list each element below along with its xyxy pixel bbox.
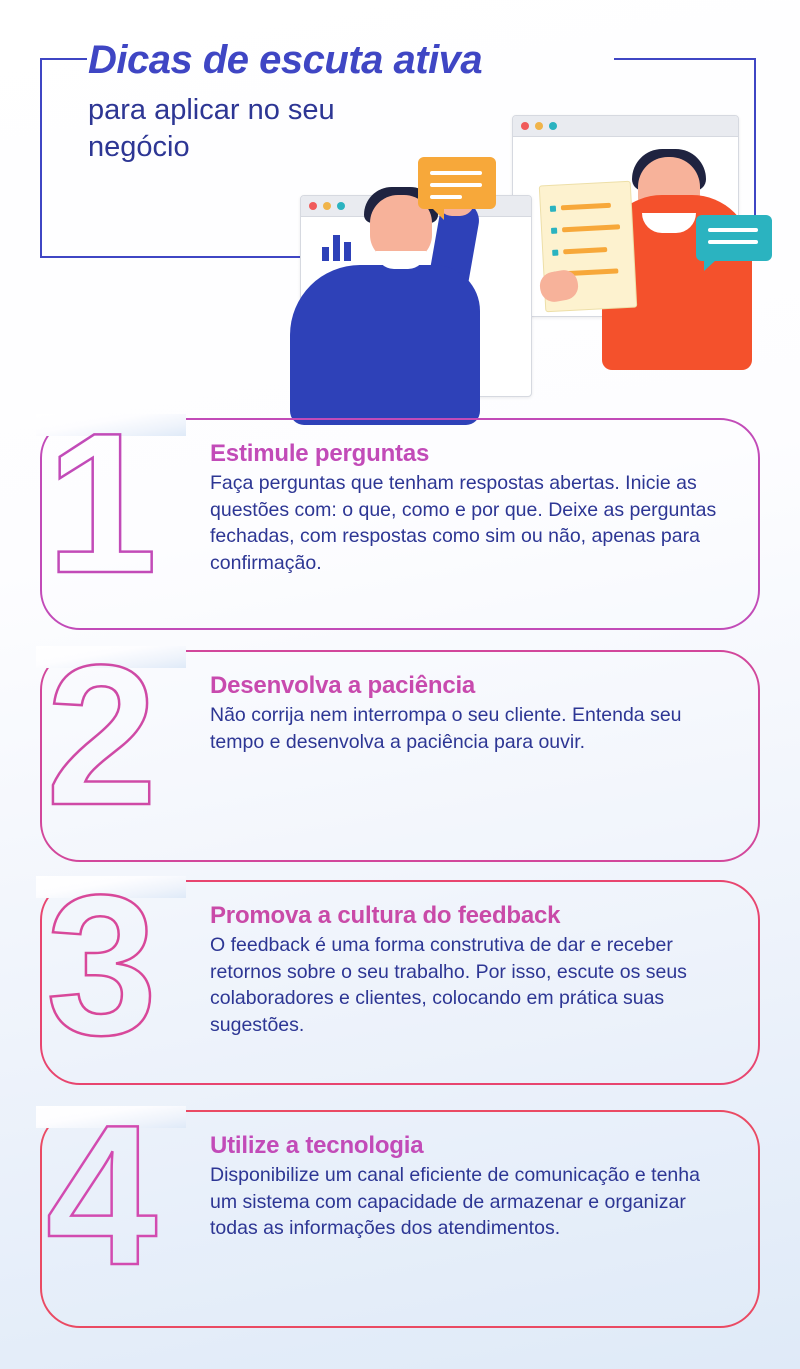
checklist-bullet-icon — [552, 250, 558, 256]
speech-bubble-teal-icon — [696, 215, 772, 261]
tip-content — [210, 440, 730, 576]
checklist-line — [561, 203, 611, 211]
tip-text: Faça perguntas que tenham respostas abertas. Inicie as questões com: o que, como e por que. Deixe as perguntas fechadas, com respostas como sim ou não, apenas para confirmação. — [210, 472, 717, 574]
page-title: Dicas de escuta ativa — [88, 38, 483, 82]
minimize-dot-icon — [535, 122, 543, 130]
tip-text: Disponibilize um canal eficiente de comunicação e tenha um sistema com capacidade de armazenar e organizar todas as informações dos atendimentos. — [210, 1164, 700, 1240]
tip-content — [210, 902, 730, 1038]
bubble-line — [430, 195, 462, 199]
speech-bubble-yellow-icon — [418, 157, 496, 209]
tip-title: Desenvolva a paciência — [210, 672, 476, 699]
tip-text: Não corrija nem interrompa o seu cliente. Entenda seu tempo e desenvolva a paciência para ouvir. — [210, 704, 682, 753]
chart-bar — [344, 242, 351, 261]
chart-bar — [322, 247, 329, 261]
checklist-line — [563, 247, 607, 254]
tip-title: Estimule perguntas — [210, 440, 430, 467]
bar-chart-icon — [322, 233, 356, 261]
tip-title: Utilize a tecnologia — [210, 1132, 424, 1159]
tip-card-1 — [40, 392, 760, 630]
bubble-line — [430, 183, 482, 187]
window-titlebar — [513, 116, 738, 137]
tip-card-3 — [40, 854, 760, 1085]
checklist-bullet-icon — [550, 206, 556, 212]
bubble-line — [708, 240, 758, 244]
tip-number: 1 — [46, 392, 158, 615]
bubble-line — [708, 228, 758, 232]
tip-number: 3 — [46, 854, 158, 1077]
person-blue-body — [290, 265, 480, 425]
close-dot-icon — [309, 202, 317, 210]
tip-card-2 — [40, 624, 760, 862]
tip-text: O feedback é uma forma construtiva de dar e receber retornos sobre o seu trabalho. Por isso, escute os seus colaboradores e clientes, colocando em prática suas sugestões. — [210, 934, 687, 1036]
chart-bar — [333, 235, 340, 261]
tip-card-4 — [40, 1084, 760, 1328]
tip-number: 4 — [46, 1084, 158, 1307]
tip-title: Promova a cultura do feedback — [210, 902, 561, 929]
page-subtitle: para aplicar no seu negócio — [88, 94, 335, 164]
maximize-dot-icon — [549, 122, 557, 130]
minimize-dot-icon — [323, 202, 331, 210]
close-dot-icon — [521, 122, 529, 130]
illustration — [250, 75, 770, 425]
tip-content — [210, 1132, 730, 1242]
bubble-line — [430, 171, 482, 175]
checklist-bullet-icon — [551, 228, 557, 234]
checklist-line — [562, 224, 620, 232]
tip-number: 2 — [46, 624, 158, 847]
maximize-dot-icon — [337, 202, 345, 210]
tip-content — [210, 672, 730, 755]
